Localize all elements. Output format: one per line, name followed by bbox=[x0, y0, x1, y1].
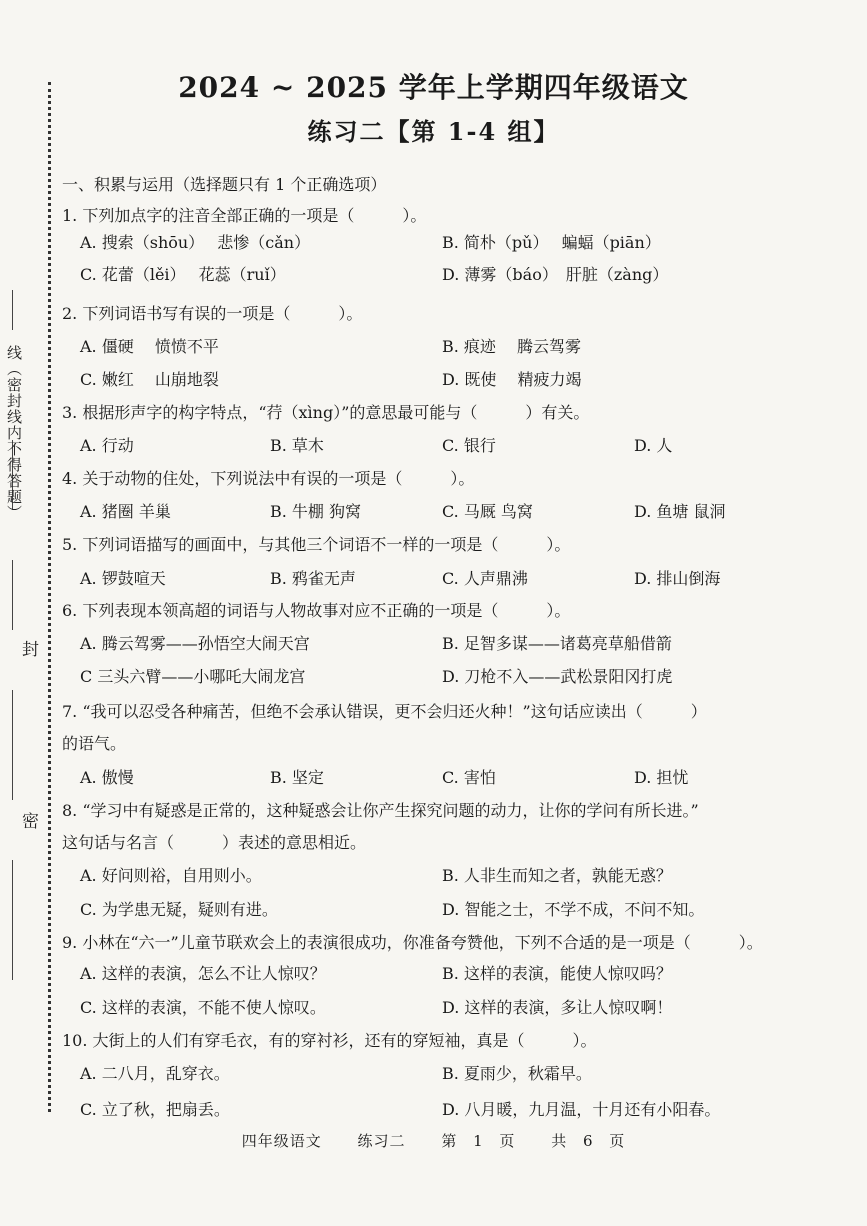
question-9-stem: 9. 小林在“六一”儿童节联欢会上的表演很成功，你准备夸赞他，下列不合适的是一项是（ ）。 bbox=[62, 933, 763, 952]
question-5-option-d: D. 排山倒海 bbox=[634, 569, 721, 588]
question-4-option-c: C. 马厩 鸟窝 bbox=[442, 502, 533, 521]
question-1-option-d: D. 薄雾（báo） 肝脏（zàng） bbox=[442, 265, 669, 284]
question-4-option-d: D. 鱼塘 鼠洞 bbox=[634, 502, 726, 521]
question-6-option-c: C 三头六臂——小哪吒大闹龙宫 bbox=[80, 667, 306, 686]
question-3-option-d: D. 人 bbox=[634, 436, 673, 455]
question-10-option-b: B. 夏雨少，秋霜早。 bbox=[442, 1064, 592, 1083]
question-10-stem: 10. 大街上的人们有穿毛衣，有的穿衬衫，还有的穿短袖，真是（ ）。 bbox=[62, 1031, 597, 1050]
question-1-option-c: C. 花蕾（lěi） 花蕊（ruǐ） bbox=[80, 265, 286, 284]
question-4-option-b: B. 牛棚 狗窝 bbox=[270, 502, 362, 521]
exam-subtitle: 练习二【第 1-4 组】 bbox=[307, 117, 560, 146]
question-8-option-a: A. 好问则裕，自用则小。 bbox=[80, 866, 262, 885]
question-7-option-d: D. 担忧 bbox=[634, 768, 689, 787]
section-heading: 一、积累与运用（选择题只有 1 个正确选项） bbox=[62, 175, 387, 194]
question-3-stem: 3. 根据形声字的构字特点，“荇（xìng）”的意思最可能与（ ）有关。 bbox=[62, 403, 590, 422]
question-7-stem-continued: 的语气。 bbox=[62, 734, 127, 753]
question-2-option-c: C. 嫩红 山崩地裂 bbox=[80, 370, 219, 389]
question-6-option-a: A. 腾云驾雾——孙悟空大闹天宫 bbox=[80, 634, 310, 653]
question-2-option-a: A. 僵硬 愤愤不平 bbox=[80, 337, 219, 356]
question-10-option-c: C. 立了秋，把扇丢。 bbox=[80, 1100, 230, 1119]
question-3-option-c: C. 银行 bbox=[442, 436, 496, 455]
question-5-option-b: B. 鸦雀无声 bbox=[270, 569, 356, 588]
question-7-stem: 7. “我可以忍受各种痛苦，但绝不会承认错误，更不会归还火种！”这句话应读出（ ） bbox=[62, 702, 707, 721]
question-2-option-d: D. 既使 精疲力竭 bbox=[442, 370, 582, 389]
page-footer bbox=[0, 1130, 867, 1151]
footer-exercise: 练习二 bbox=[357, 1132, 406, 1150]
question-8-option-b: B. 人非生而知之者，孰能无惑？ bbox=[442, 866, 672, 885]
question-5-option-a: A. 锣鼓喧天 bbox=[80, 569, 166, 588]
question-10-option-d: D. 八月暖，九月温，十月还有小阳春。 bbox=[442, 1100, 721, 1119]
question-3-option-b: B. 草木 bbox=[270, 436, 324, 455]
field-line bbox=[12, 290, 13, 330]
exam-title: 2024 ~ 2025 学年上学期四年级语文 bbox=[178, 71, 689, 104]
question-3-option-a: A. 行动 bbox=[80, 436, 134, 455]
question-1-option-b: B. 简朴（pǔ） 蝙蝠（piān） bbox=[442, 233, 661, 252]
question-6-option-b: B. 足智多谋——诸葛亮草船借箭 bbox=[442, 634, 672, 653]
question-9-option-a: A. 这样的表演，怎么不让人惊叹？ bbox=[80, 964, 326, 983]
question-9-option-c: C. 这样的表演，不能不使人惊叹。 bbox=[80, 998, 326, 1017]
question-9-option-d: D. 这样的表演，多让人惊叹啊！ bbox=[442, 998, 673, 1017]
footer-page-number: 第 1 页 bbox=[441, 1132, 516, 1150]
footer-total-pages: 共 6 页 bbox=[551, 1132, 626, 1150]
question-7-option-b: B. 坚定 bbox=[270, 768, 324, 787]
dotted-seal-line bbox=[48, 82, 51, 1112]
seal-line-note: 线（密封线内不得答题） bbox=[5, 345, 23, 521]
question-1-option-a: A. 搜索（shōu） 悲惨（cǎn） bbox=[80, 233, 311, 252]
question-6-stem: 6. 下列表现本领高超的词语与人物故事对应不正确的一项是（ ）。 bbox=[62, 601, 571, 620]
question-8-option-d: D. 智能之士，不学不成，不问不知。 bbox=[442, 900, 705, 919]
question-10-option-a: A. 二八月，乱穿衣。 bbox=[80, 1064, 230, 1083]
question-5-option-c: C. 人声鼎沸 bbox=[442, 569, 528, 588]
question-5-stem: 5. 下列词语描写的画面中，与其他三个词语不一样的一项是（ ）。 bbox=[62, 535, 571, 554]
question-8-stem: 8. “学习中有疑惑是正常的，这种疑惑会让你产生探究问题的动力，让你的学问有所长进。” bbox=[62, 801, 699, 820]
footer-subject: 四年级语文 bbox=[241, 1132, 322, 1150]
seal-char-feng: 封 bbox=[18, 640, 38, 658]
question-9-option-b: B. 这样的表演，能使人惊叹吗？ bbox=[442, 964, 672, 983]
question-2-option-b: B. 痕迹 腾云驾雾 bbox=[442, 337, 582, 356]
question-1-stem: 1. 下列加点字的注音全部正确的一项是（ ）。 bbox=[62, 206, 427, 225]
field-line bbox=[12, 560, 13, 630]
question-4-stem: 4. 关于动物的住处，下列说法中有误的一项是（ ）。 bbox=[62, 469, 475, 488]
question-7-option-c: C. 害怕 bbox=[442, 768, 496, 787]
field-line bbox=[12, 690, 13, 800]
question-8-stem-continued: 这句话与名言（ ）表述的意思相近。 bbox=[62, 833, 367, 852]
question-8-option-c: C. 为学患无疑，疑则有进。 bbox=[80, 900, 278, 919]
question-2-stem: 2. 下列词语书写有误的一项是（ ）。 bbox=[62, 304, 363, 323]
question-4-option-a: A. 猪圈 羊巢 bbox=[80, 502, 171, 521]
seal-char-mi: 密 bbox=[18, 812, 38, 830]
question-7-option-a: A. 傲慢 bbox=[80, 768, 134, 787]
field-line bbox=[12, 860, 13, 980]
question-6-option-d: D. 刀枪不入——武松景阳冈打虎 bbox=[442, 667, 673, 686]
binding-margin bbox=[0, 0, 56, 1226]
